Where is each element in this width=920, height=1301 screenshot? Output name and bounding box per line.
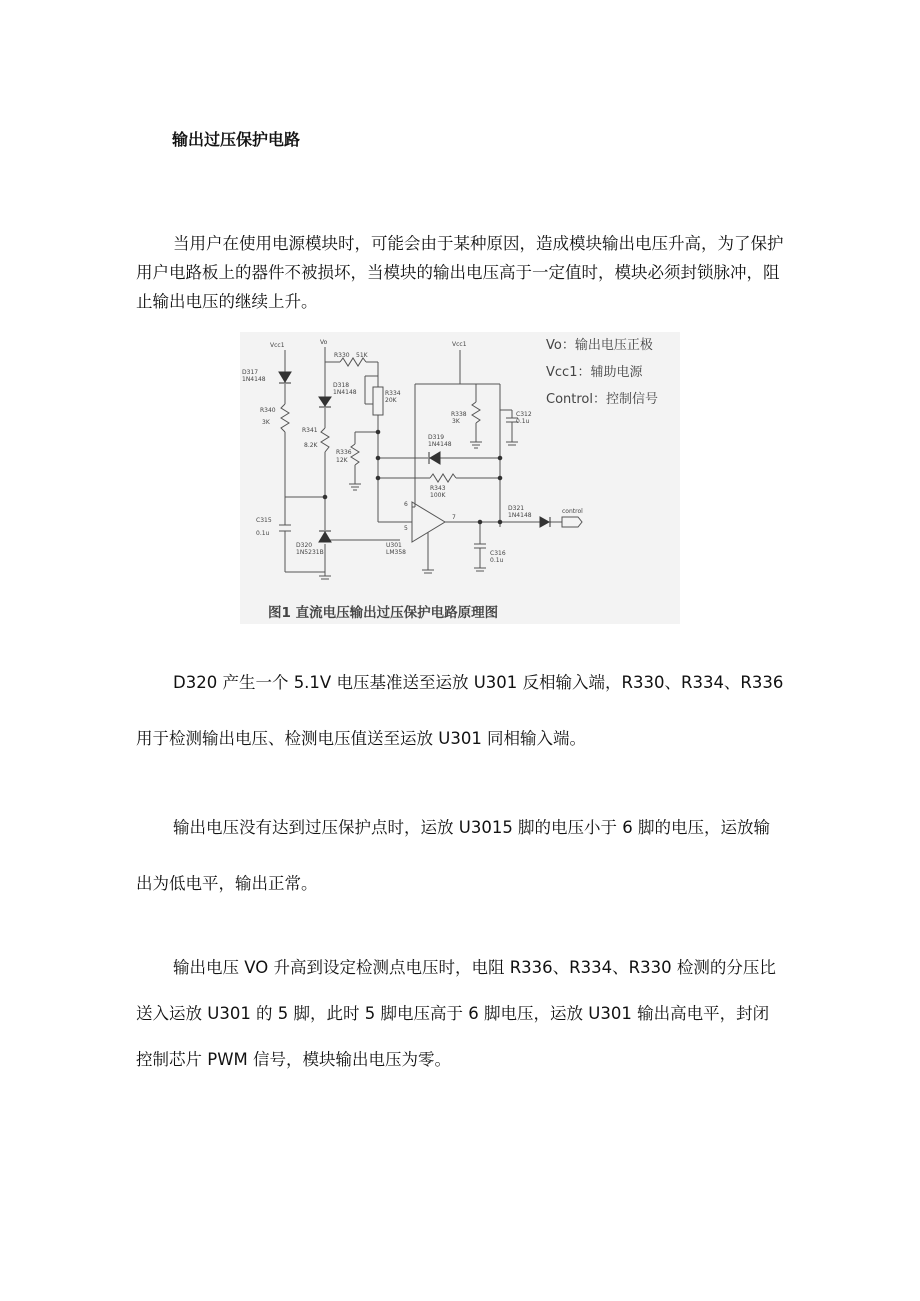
label-d320-part: 1N5231B bbox=[296, 549, 324, 556]
circuit-diagram bbox=[240, 332, 680, 624]
paragraph-overvoltage-state: 输出电压 VO 升高到设定检测点电压时，电阻 R336、R334、R330 检测的分压比送入运放 U301 的 5 脚，此时 5 脚电压高于 6 脚电压，运放 U301 输出高电平，封闭控制芯片 PWM 信号，模块输出电压为零。 bbox=[136, 958, 776, 1069]
label-d319: D319 bbox=[428, 434, 445, 441]
label-r336: R336 bbox=[336, 449, 352, 456]
label-vo: Vo bbox=[320, 339, 328, 346]
label-vcc1-mid: Vcc1 bbox=[452, 341, 467, 348]
paragraph-normal-state: 输出电压没有达到过压保护点时，运放 U3015 脚的电压小于 6 脚的电压，运放输出为低电平，输出正常。 bbox=[136, 818, 771, 893]
label-pin5: 5 bbox=[404, 525, 408, 532]
label-c312-val: 0.1u bbox=[516, 418, 530, 425]
figure-caption: 图1 直流电压输出过压保护电路原理图 bbox=[268, 605, 499, 621]
section-heading: 输出过压保护电路 bbox=[172, 130, 301, 149]
label-d317-part: 1N4148 bbox=[242, 376, 266, 383]
label-r341: R341 bbox=[302, 427, 318, 434]
label-d319-part: 1N4148 bbox=[428, 441, 452, 448]
label-d318-part: 1N4148 bbox=[333, 389, 357, 396]
label-c315: C315 bbox=[256, 517, 272, 524]
label-pin7: 7 bbox=[452, 514, 456, 521]
legend-vcc1: Vcc1：辅助电源 bbox=[546, 365, 643, 380]
circuit-figure bbox=[240, 332, 680, 624]
label-r340: R340 bbox=[260, 407, 276, 414]
label-r343: R343 bbox=[430, 485, 446, 492]
label-r340-val: 3K bbox=[262, 419, 270, 426]
label-d317: D317 bbox=[242, 369, 259, 376]
label-r343-val: 100K bbox=[430, 492, 446, 499]
label-c316-val: 0.1u bbox=[490, 557, 504, 564]
label-d321-part: 1N4148 bbox=[508, 512, 532, 519]
legend-control: Control：控制信号 bbox=[546, 392, 658, 407]
label-d318: D318 bbox=[333, 382, 350, 389]
label-control: control bbox=[562, 508, 583, 515]
label-r336-val: 12K bbox=[336, 457, 348, 464]
label-r338: R338 bbox=[451, 411, 467, 418]
label-r330: R330 bbox=[334, 352, 350, 359]
label-r338-val: 3K bbox=[452, 418, 460, 425]
label-u301-part: LM358 bbox=[386, 549, 406, 556]
label-r330-val: 51K bbox=[356, 352, 368, 359]
label-r341-val: 8.2K bbox=[304, 442, 318, 449]
label-d320: D320 bbox=[296, 542, 313, 549]
label-u301: U301 bbox=[386, 542, 402, 549]
legend-vo: Vo：输出电压正极 bbox=[546, 338, 653, 353]
label-c315-val: 0.1u bbox=[256, 530, 270, 537]
paragraph-reference: D320 产生一个 5.1V 电压基准送至运放 U301 反相输入端，R330、R334、R336 用于检测输出电压、检测电压值送至运放 U301 同相输入端。 bbox=[136, 673, 784, 748]
label-vcc1-left: Vcc1 bbox=[270, 342, 285, 349]
label-r334-val: 20K bbox=[385, 397, 397, 404]
label-c312: C312 bbox=[516, 411, 532, 418]
label-pin6: 6 bbox=[404, 501, 408, 508]
label-d321: D321 bbox=[508, 505, 525, 512]
label-c316: C316 bbox=[490, 550, 506, 557]
label-r334: R334 bbox=[385, 390, 401, 397]
intro-paragraph: 当用户在使用电源模块时，可能会由于某种原因，造成模块输出电压升高，为了保护用户电路板上的器件不被损坏，当模块的输出电压高于一定值时，模块必须封锁脉冲，阻止输出电压的继续上升。 bbox=[136, 234, 784, 311]
